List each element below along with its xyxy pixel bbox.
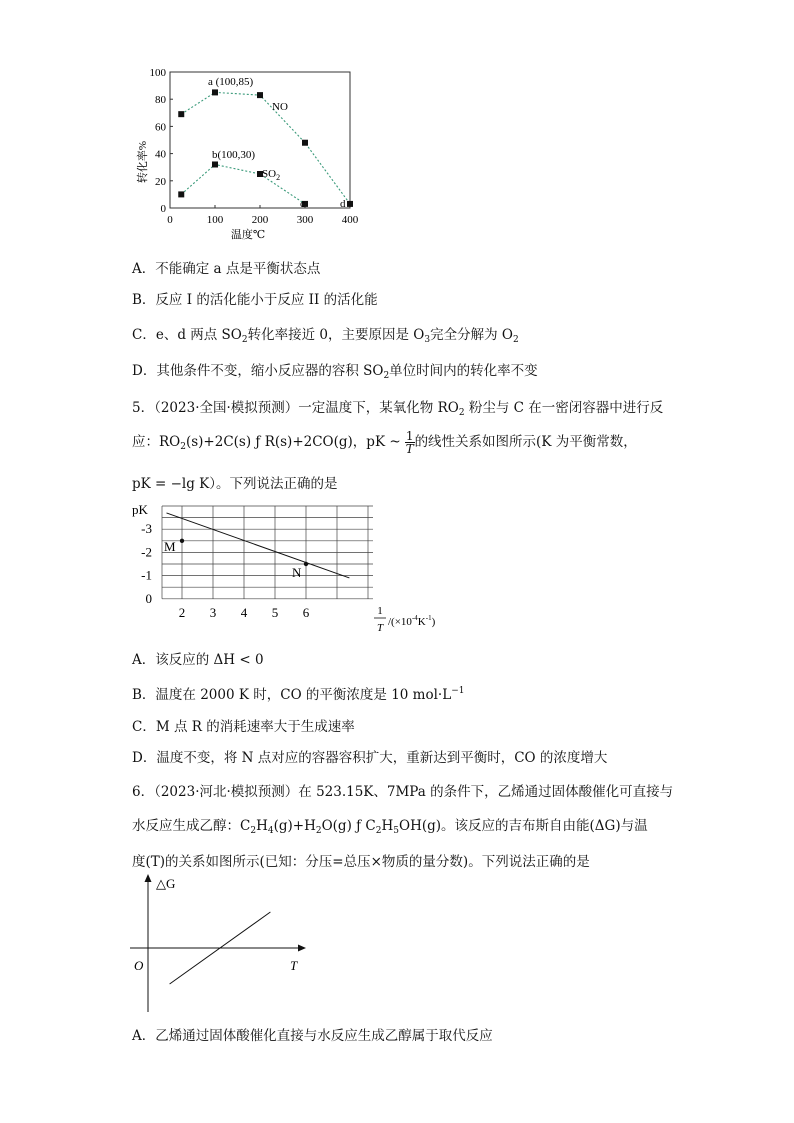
q5-option-a: A．该反应的 ΔH < 0 (132, 652, 264, 668)
x-axis-label: 温度℃ (230, 229, 266, 241)
pk-y-tick-label: -2 (141, 544, 152, 560)
x-tick-label: 300 (296, 214, 314, 226)
y-tick-label: 0 (160, 203, 166, 215)
q4-c-sub-a: 2 (241, 335, 248, 345)
pk-y-tick-label: -1 (141, 567, 152, 583)
q6-s-a: 水反应生成乙醇：C (132, 818, 251, 834)
q4-c-sub-b: 3 (424, 335, 431, 345)
q5-stem-text-2: 粉尘与 C 在一密闭容器中进行反 (464, 400, 664, 416)
pk-x-tick-label: 3 (209, 604, 217, 620)
x-tick-label: 400 (341, 214, 359, 226)
x-tick-label: 0 (167, 214, 173, 226)
q6-sub-4: 2 (375, 826, 382, 836)
q6-option-a: A．乙烯通过固体酸催化直接与水反应生成乙醇属于取代反应 (132, 1028, 493, 1044)
gibbs-x-label: T (290, 958, 298, 973)
data-point-NO (302, 140, 308, 146)
q4-d-text-1: D．其他条件不变，缩小反应器的容积 SO (132, 363, 384, 379)
pk-x-label-num: 1 (377, 605, 383, 617)
q6-sub-1: 2 (250, 826, 257, 836)
q5-stem-line-2 (132, 430, 637, 455)
q4-c-text-2: 转化率接近 0，主要原因是 O (247, 327, 425, 343)
data-point-NO (347, 201, 353, 207)
pk-y-ticks (141, 521, 152, 606)
pk-chart (130, 496, 460, 638)
q6-sub-3: 2 (315, 826, 322, 836)
pk-y-tick-label: -3 (141, 521, 152, 537)
pk-grid (162, 506, 373, 599)
q5-stem-line-1 (132, 396, 663, 418)
point-c-label: c (300, 198, 305, 210)
series-line-NO (181, 92, 350, 204)
data-point-SO2 (178, 191, 184, 197)
so2-series-label: $SO_2$ (262, 168, 281, 182)
q5-option-b (132, 683, 464, 703)
no-series-label: NO (272, 101, 288, 113)
q5-option-d: D．温度不变，将 N 点对应的容器容积扩大，重新达到平衡时，CO 的浓度增大 (132, 750, 608, 766)
pk-x-tick-label: 2 (178, 604, 186, 620)
pk-y-tick-label: 0 (145, 590, 152, 606)
gibbs-origin: O (134, 958, 144, 973)
q6-s-c: (g)+H (273, 818, 316, 834)
q5-stem-line-3: pK = −lg K）。下列说法正确的是 (132, 476, 338, 492)
q6-stem-line-3: 度(T)的关系如图所示(已知：分压=总压×物质的量分数)。下列说法正确的是 (132, 854, 590, 870)
series-layer (178, 89, 353, 207)
pk-x-tick-label: 5 (271, 604, 279, 620)
y-tick-label: 80 (155, 94, 166, 107)
data-point-NO (212, 89, 218, 95)
q6-s-d: O(g) ƒ C (321, 818, 376, 834)
conversion-chart (130, 62, 370, 244)
point-d-label: d (340, 198, 346, 210)
x-tick-label: 200 (251, 214, 269, 226)
point-b-annotation: b(100,30) (212, 149, 256, 161)
q5-stem-fraction: $\frac{1}{T}$ (405, 429, 414, 456)
pk-y-label: pK (132, 502, 148, 517)
pk-x-tick-label: 6 (302, 604, 310, 620)
pk-x-tick-label: 4 (240, 604, 248, 620)
y-axis-label: 转化率% (137, 140, 149, 184)
q5-b-sup: −1 (451, 686, 465, 696)
q4-c-sub-c: 2 (512, 335, 519, 345)
q4-option-b: B．反应 I 的活化能小于反应 II 的活化能 (132, 292, 378, 308)
q6-s-b: H (256, 818, 268, 834)
y-tick-label: 100 (149, 67, 166, 79)
pk-trend-line (167, 513, 350, 578)
q6-sub-2: 4 (267, 826, 274, 836)
point-m-label: M (164, 538, 176, 554)
point-n-label: N (292, 565, 302, 580)
series-line-SO2 (181, 164, 305, 203)
q5-stem-sub-2: 2 (180, 442, 186, 452)
gibbs-y-label: △G (156, 876, 176, 891)
q4-option-d (132, 359, 538, 381)
q5-stem-text-1: 5．（2023·全国·模拟预测）一定温度下，某氧化物 RO (132, 400, 459, 416)
pk-x-label-unit: $/(\times 10^{-4}K^{-1})$ (388, 614, 436, 628)
pk-x-ticks (179, 605, 310, 620)
q5-stem-sub-1: 2 (458, 408, 465, 418)
gibbs-chart (128, 870, 318, 1018)
q6-stem-line-1: 6．（2023·河北·模拟预测）在 523.15K、7MPa 的条件下，乙烯通过固体酸催化可直接与 (132, 784, 674, 800)
gibbs-y-arrow (145, 874, 152, 882)
data-point-NO (178, 111, 184, 117)
q4-c-text-1: C．e、d 两点 SO (132, 327, 242, 343)
point-a-annotation: a (100,85) (208, 76, 254, 88)
y-tick-label: 60 (155, 121, 166, 134)
q6-sub-5: 5 (393, 826, 399, 836)
point-m (180, 539, 184, 543)
pk-x-label-den: T (376, 622, 384, 634)
q5-stem-text-3: 应：RO (132, 434, 181, 450)
x-tick-label: 100 (206, 214, 224, 226)
q6-s-f: OH(g)。该反应的吉布斯自由能(ΔG)与温 (399, 818, 648, 834)
q6-s-e: H (381, 818, 394, 834)
q5-stem-text-4: (s)+2C(s) ƒ R(s)+2CO(g)，pK ~ (185, 434, 405, 450)
q6-stem-line-2 (132, 814, 648, 836)
q4-option-c (132, 323, 519, 345)
q4-d-sub: 2 (383, 371, 390, 381)
gibbs-x-arrow (298, 945, 306, 952)
point-n (304, 562, 308, 566)
q4-d-text-2: 单位时间内的转化率不变 (389, 363, 538, 379)
y-tick-label: 20 (155, 175, 166, 188)
q5-stem-text-5: 的线性关系如图所示(K 为平衡常数， (414, 434, 637, 450)
y-axis-ticks (150, 67, 174, 215)
data-point-SO2 (212, 161, 218, 167)
q4-c-text-3: 完全分解为 O (430, 327, 513, 343)
q5-b-text: B．温度在 2000 K 时，CO 的平衡浓度是 10 mol·L (132, 687, 452, 703)
q4-option-a: A．不能确定 a 点是平衡状态点 (132, 261, 321, 277)
y-tick-label: 40 (155, 148, 166, 161)
q5-option-c: C．M 点 R 的消耗速率大于生成速率 (132, 719, 355, 735)
data-point-NO (257, 92, 263, 98)
